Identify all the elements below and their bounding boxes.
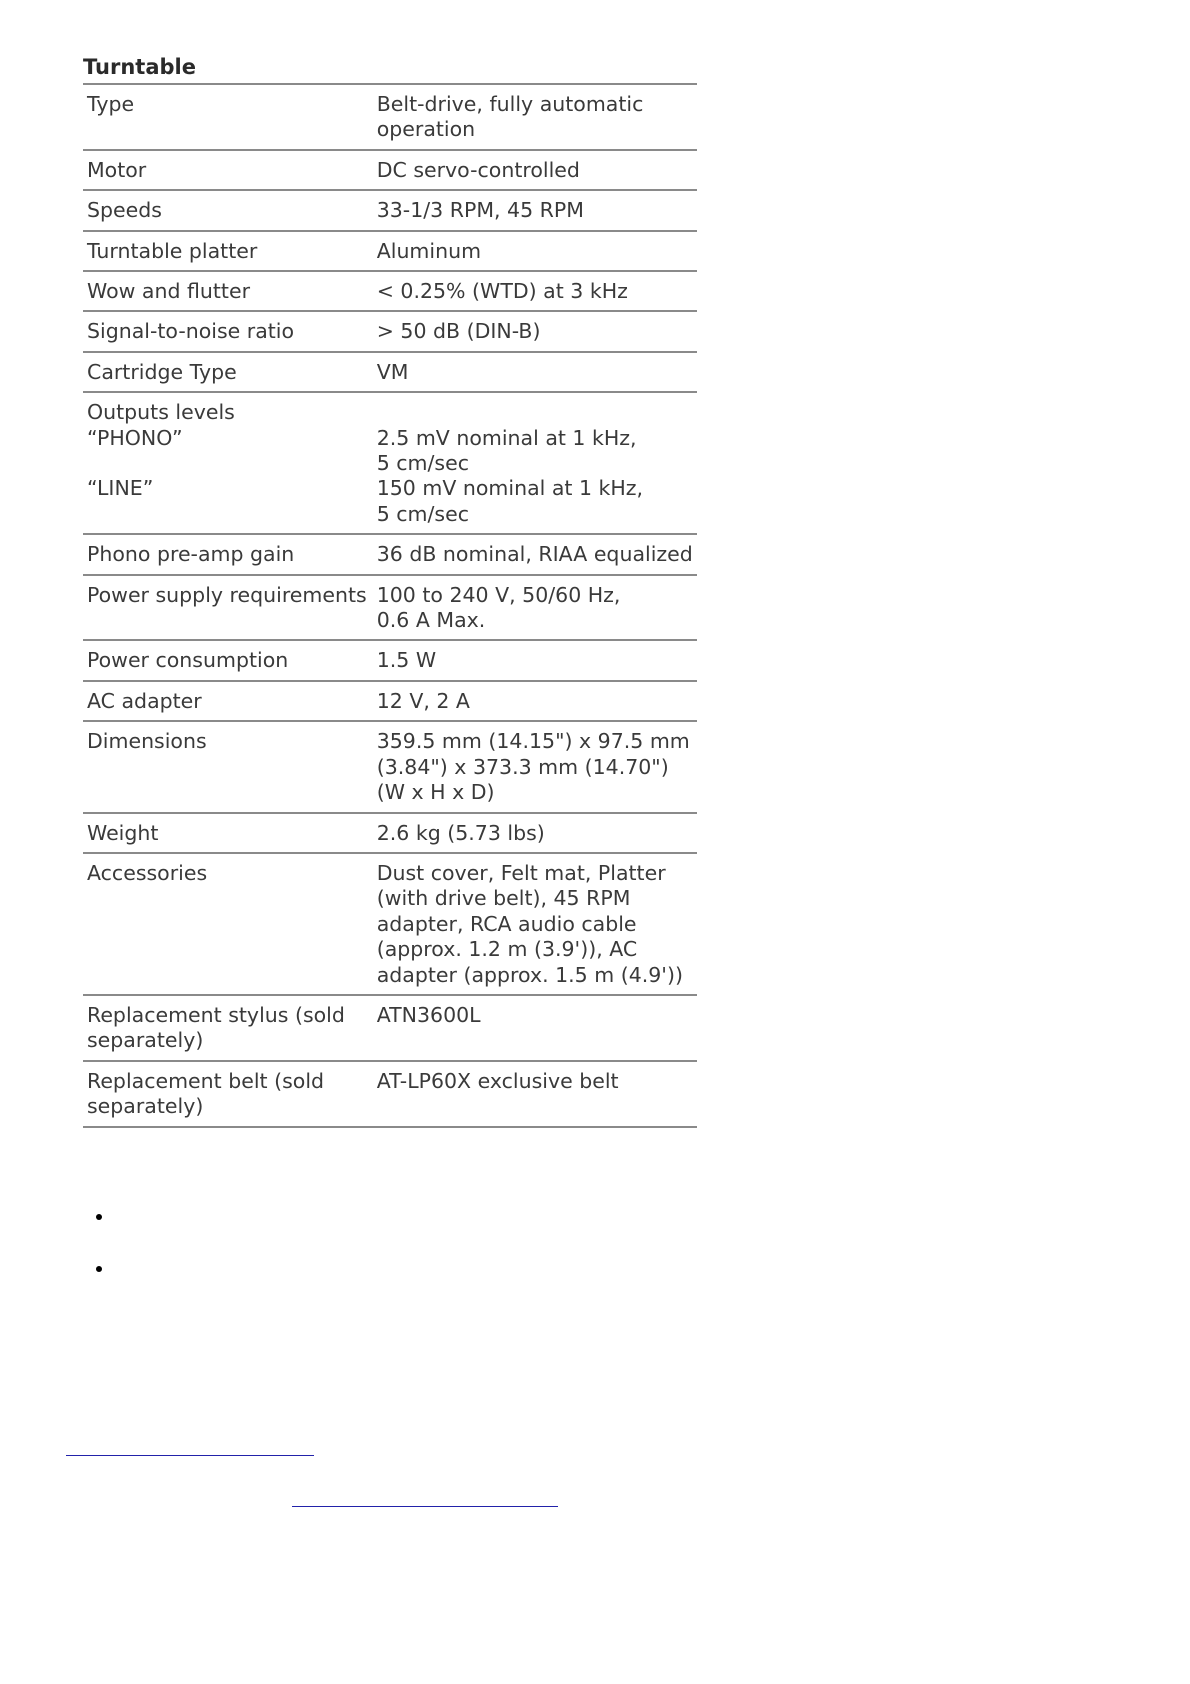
spec-label [83, 150, 371, 190]
spec-value [371, 150, 697, 190]
spec-label [83, 84, 371, 150]
spec-value-line: < 0.25% (WTD) at 3 kHz [376, 279, 628, 304]
spec-value [371, 352, 697, 392]
spec-label-line: Signal-to-noise ratio [87, 319, 295, 344]
spec-label-line [87, 451, 367, 476]
spec-label-line: Type [87, 92, 135, 116]
spec-label [83, 352, 371, 392]
spec-value-line: 5 cm/sec [376, 501, 469, 526]
spec-row [83, 681, 697, 721]
spec-value-line: 12 V, 2 A [376, 688, 470, 713]
spec-label-line: AC adapter [87, 688, 202, 713]
spec-row [83, 534, 697, 574]
spec-label-line: Turntable platter [87, 238, 258, 263]
spec-row [83, 392, 697, 534]
spec-value [371, 392, 697, 534]
spec-value [371, 534, 697, 574]
spec-value [371, 575, 697, 641]
spec-value-line: 5 cm/sec [376, 451, 469, 476]
spec-row [83, 721, 697, 812]
spec-value-line: 359.5 mm (14.15") x 97.5 mm [376, 729, 690, 754]
spec-row [83, 1061, 697, 1127]
spec-row [83, 84, 697, 150]
spec-label [83, 853, 371, 995]
spec-value-line: 100 to 240 V, 50/60 Hz, [376, 582, 621, 607]
spec-value-line: VM [376, 359, 409, 384]
spec-value [371, 995, 697, 1061]
spec-label-line: Power supply requirements [87, 582, 367, 607]
spec-label-line: separately) [87, 1094, 204, 1119]
spec-value-line: > 50 dB (DIN-B) [376, 319, 541, 344]
spec-label-line: Outputs levels [87, 400, 235, 425]
spec-value [371, 640, 697, 680]
spec-label-line: separately) [87, 1028, 204, 1053]
spec-row [83, 190, 697, 230]
spec-value-line: 150 mV nominal at 1 kHz, [376, 476, 644, 501]
bullet-dot [96, 1266, 102, 1272]
spec-label-line: Power consumption [87, 648, 289, 673]
spec-value-line: AT-LP60X exclusive belt [376, 1068, 619, 1093]
spec-value-line: ATN3600L [376, 1002, 481, 1027]
spec-label [83, 534, 371, 574]
spec-value [371, 681, 697, 721]
spec-value-line: 2.6 kg (5.73 lbs) [376, 820, 545, 845]
bullet-dot [96, 1214, 102, 1220]
spec-label-line: Dimensions [87, 729, 207, 754]
spec-table-body [83, 84, 697, 1127]
spec-label-line: Cartridge Type [87, 359, 237, 384]
spec-row [83, 853, 697, 995]
spec-value [371, 853, 697, 995]
spec-label [83, 681, 371, 721]
spec-label-line: Motor [87, 157, 147, 182]
spec-value-line: adapter (approx. 1.5 m (4.9')) [376, 962, 683, 987]
spec-row [83, 813, 697, 853]
spec-row [83, 311, 697, 351]
spec-label-line: Accessories [87, 860, 208, 885]
spec-value-line: Dust cover, Felt mat, Platter [376, 860, 666, 885]
spec-value-line: 33-1/3 RPM, 45 RPM [376, 198, 584, 223]
section-title: Turntable [83, 55, 196, 79]
spec-label [83, 1061, 371, 1127]
spec-value-line: 36 dB nominal, RIAA equalized [376, 542, 693, 567]
spec-value-line: DC servo-controlled [376, 157, 580, 182]
spec-row [83, 575, 697, 641]
spec-label-line: Weight [87, 820, 159, 845]
spec-label-line: Phono pre-amp gain [87, 542, 295, 567]
spec-label [83, 190, 371, 230]
spec-label-line: “LINE” [87, 476, 154, 501]
spec-row [83, 150, 697, 190]
spec-label-line: Wow and flutter [87, 279, 250, 304]
hyperlink-underline[interactable] [292, 1506, 558, 1507]
spec-value [371, 1061, 697, 1127]
spec-label-line: Speeds [87, 198, 162, 223]
spec-value-line: (3.84") x 373.3 mm (14.70") [376, 754, 669, 779]
spec-value-line: adapter, RCA audio cable [376, 911, 637, 936]
spec-label [83, 575, 371, 641]
spec-value-line: 1.5 W [376, 648, 437, 673]
spec-value [371, 813, 697, 853]
spec-value [371, 311, 697, 351]
spec-label-line: “PHONO” [87, 425, 183, 450]
spec-value-line: Belt-drive, fully automatic [376, 92, 644, 116]
spec-label [83, 813, 371, 853]
spec-value-line: operation [376, 117, 476, 142]
spec-label-line: Replacement stylus (sold [87, 1002, 345, 1027]
spec-label [83, 392, 371, 534]
spec-label [83, 311, 371, 351]
spec-value [371, 231, 697, 271]
spec-row [83, 271, 697, 311]
spec-value [371, 84, 697, 150]
spec-row [83, 640, 697, 680]
spec-value-line: 0.6 A Max. [376, 608, 486, 633]
spec-row [83, 352, 697, 392]
spec-label [83, 995, 371, 1061]
spec-value-line: (W x H x D) [376, 780, 495, 805]
spec-value [371, 271, 697, 311]
spec-label [83, 640, 371, 680]
spec-table [83, 83, 697, 1128]
spec-label [83, 271, 371, 311]
spec-value-line: 2.5 mV nominal at 1 kHz, [376, 425, 637, 450]
spec-value [371, 721, 697, 812]
spec-value [371, 190, 697, 230]
hyperlink-underline[interactable] [66, 1455, 314, 1456]
spec-row [83, 231, 697, 271]
spec-label [83, 231, 371, 271]
spec-label [83, 721, 371, 812]
spec-value-line: Aluminum [376, 238, 482, 263]
spec-value-line: (approx. 1.2 m (3.9')), AC [376, 937, 638, 962]
spec-value-line [377, 400, 693, 425]
spec-label-line: Replacement belt (sold [87, 1068, 325, 1093]
spec-row [83, 995, 697, 1061]
spec-value-line: (with drive belt), 45 RPM [376, 886, 631, 911]
